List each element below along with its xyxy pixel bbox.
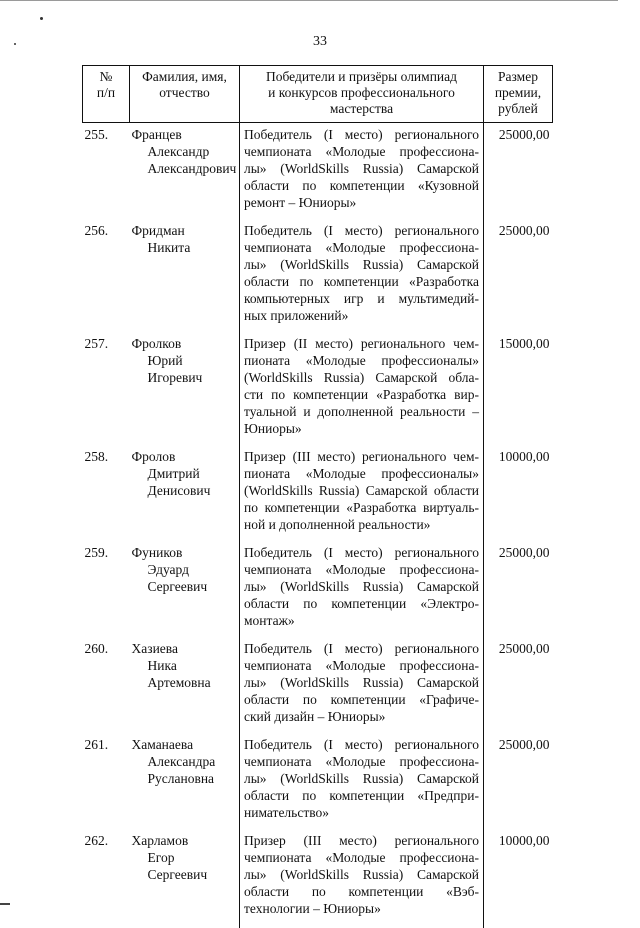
award-description — [240, 335, 484, 448]
table-row — [83, 335, 553, 448]
award-line: пионата «Молодые профессионалы» — [244, 353, 479, 368]
prize-amount: 25000,00 — [498, 223, 550, 238]
name-patronymic: Руслановна — [147, 771, 215, 786]
award-line: Юниоры» — [244, 421, 302, 436]
name-given: Юрий — [147, 353, 183, 368]
name-surname: Фуников — [131, 545, 183, 560]
name-surname: Хаманаева — [131, 737, 194, 752]
table-row — [83, 123, 553, 223]
row-number: 260. — [84, 641, 109, 656]
prize-amount: 25000,00 — [498, 737, 550, 752]
award-line: Призер (III место) регионального чем- — [244, 449, 479, 464]
award-line: области по компетенции «Графиче- — [244, 692, 479, 707]
award-description — [240, 832, 484, 928]
name-patronymic: Денисович — [147, 483, 211, 498]
award-line: Победитель (I место) регионального — [244, 223, 479, 238]
name-patronymic: Александрович — [147, 161, 237, 176]
row-number: 256. — [84, 223, 109, 238]
award-line: лы» (WorldSkills Russia) Самарской — [244, 257, 479, 272]
name-surname: Фролов — [131, 449, 176, 464]
name-given: Александра — [147, 754, 216, 769]
header-number: № п/п — [83, 66, 130, 123]
award-line: ремонт – Юниоры» — [244, 195, 357, 210]
name-given: Эдуард — [147, 562, 189, 577]
name-patronymic: Игоревич — [147, 370, 203, 385]
table-row — [83, 448, 553, 544]
person-name — [130, 544, 240, 640]
award-line: (WorldSkills Russia) Самарской обла- — [244, 370, 479, 385]
award-line: чемпионата «Молодые профессиона- — [244, 240, 479, 255]
person-name — [130, 222, 240, 335]
row-number: 261. — [84, 737, 109, 752]
award-line: Победитель (I место) регионального — [244, 127, 479, 142]
name-given: Ника — [147, 658, 177, 673]
award-line: лы» (WorldSkills Russia) Самарской — [244, 771, 479, 786]
award-description — [240, 448, 484, 544]
award-line: Победитель (I место) регионального — [244, 545, 479, 560]
award-description — [240, 640, 484, 736]
award-line: Победитель (I место) регионального — [244, 737, 479, 752]
award-line: области по компетенции «Предпри- — [244, 788, 479, 803]
name-given: Никита — [147, 240, 191, 255]
prize-amount: 25000,00 — [498, 127, 550, 142]
row-number: 257. — [84, 336, 109, 351]
top-rule — [0, 0, 618, 1]
name-surname: Фридман — [131, 223, 185, 238]
name-patronymic: Сергеевич — [147, 867, 208, 882]
prize-amount: 25000,00 — [498, 545, 550, 560]
award-line: нимательство» — [244, 805, 330, 820]
row-number: 262. — [84, 833, 109, 848]
award-line: лы» (WorldSkills Russia) Самарской — [244, 161, 479, 176]
name-surname: Хазиева — [131, 641, 178, 656]
award-line: чемпионата «Молодые профессиона- — [244, 562, 479, 577]
award-line: области по компетенции «Электро- — [244, 596, 479, 611]
award-line: технологии – Юниоры» — [244, 901, 381, 916]
table-row — [83, 736, 553, 832]
person-name — [130, 640, 240, 736]
award-line: сти по компетенции «Разработка вир- — [244, 387, 479, 402]
award-line: (WorldSkills Russia) Самарской области — [244, 483, 479, 498]
award-line: ных приложений» — [244, 308, 349, 323]
award-description — [240, 736, 484, 832]
table-row — [83, 544, 553, 640]
award-line: Призер (III место) регионального — [244, 833, 479, 848]
award-line: чемпионата «Молодые профессиона- — [244, 754, 479, 769]
award-line: Призер (II место) регионального чем- — [244, 336, 479, 351]
person-name — [130, 736, 240, 832]
name-patronymic: Сергеевич — [147, 579, 208, 594]
header-award: Победители и призёры олимпиад и конкурсов профессионального мастерства — [240, 66, 484, 123]
award-description — [240, 222, 484, 335]
prize-amount: 25000,00 — [498, 641, 550, 656]
award-line: монтаж» — [244, 613, 295, 628]
person-name — [130, 448, 240, 544]
table-row — [83, 832, 553, 928]
award-line: области по компетенции «Вэб- — [244, 884, 479, 899]
award-description — [240, 123, 484, 223]
award-line: чемпионата «Молодые профессиона- — [244, 850, 479, 865]
page-number: 33 — [313, 34, 327, 49]
person-name — [130, 832, 240, 928]
row-number: 259. — [84, 545, 109, 560]
award-line: лы» (WorldSkills Russia) Самарской — [244, 867, 479, 882]
row-number: 258. — [84, 449, 109, 464]
table-header-row — [83, 66, 553, 123]
prize-amount: 15000,00 — [498, 336, 550, 351]
award-line: лы» (WorldSkills Russia) Самарской — [244, 675, 479, 690]
award-line: ский дизайн – Юниоры» — [244, 709, 386, 724]
table-row — [83, 222, 553, 335]
award-line: пионата «Молодые профессионалы» — [244, 466, 479, 481]
scan-speck — [40, 17, 43, 20]
prize-amount: 10000,00 — [498, 449, 550, 464]
name-surname: Фролков — [131, 336, 182, 351]
row-number: 255. — [84, 127, 109, 142]
award-description — [240, 544, 484, 640]
name-surname: Францев — [131, 127, 182, 142]
award-line: области по компетенции «Разработка — [244, 274, 479, 289]
award-line: чемпионата «Молодые профессиона- — [244, 658, 479, 673]
name-patronymic: Артемовна — [147, 675, 211, 690]
name-given: Дмитрий — [147, 466, 200, 481]
name-given: Егор — [147, 850, 175, 865]
award-line: туальной и дополненной реальности – — [244, 404, 479, 419]
awards-table — [82, 65, 553, 928]
person-name — [130, 335, 240, 448]
name-given: Александр — [147, 144, 210, 159]
header-name: Фамилия, имя, отчество — [130, 66, 240, 123]
header-prize: Размер премии, рублей — [484, 66, 553, 123]
person-name — [130, 123, 240, 223]
prize-amount: 10000,00 — [498, 833, 550, 848]
table-row — [83, 640, 553, 736]
award-line: чемпионата «Молодые профессиона- — [244, 144, 479, 159]
award-line: лы» (WorldSkills Russia) Самарской — [244, 579, 479, 594]
award-line: ной и дополненной реальности» — [244, 517, 431, 532]
award-line: области по компетенции «Кузовной — [244, 178, 479, 193]
award-line: Победитель (I место) регионального — [244, 641, 479, 656]
award-line: компьютерных игр и мультимедий- — [244, 291, 479, 306]
name-surname: Харламов — [131, 833, 189, 848]
award-line: по компетенции «Разработка виртуаль- — [244, 500, 479, 515]
